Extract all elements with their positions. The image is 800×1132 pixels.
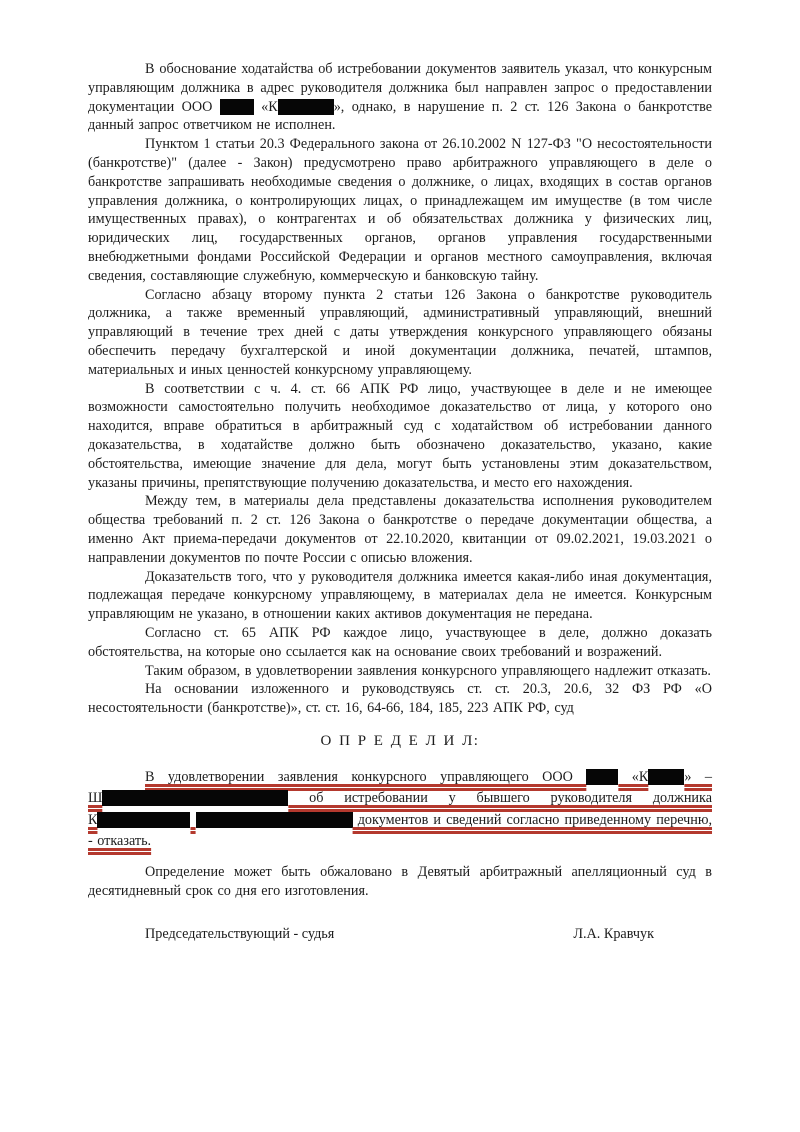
redaction-box (220, 99, 254, 115)
appeal-paragraph: Определение может быть обжаловано в Девятый арбитражный апелляционный суд в десятидневный срок со дня его изготовления. (88, 863, 712, 899)
redaction-box (196, 812, 353, 828)
paragraph: Доказательств того, что у руководителя должника имеется какая-либо иная документация, подлежащая передаче конкурсному управляющему, в материалах дела не имеется. Конкурсным управляющим не указано, в отношении каких активов документация не передана. (88, 568, 712, 623)
signature-name: Л.А. Кравчук (573, 926, 654, 943)
paragraph: В соответствии с ч. 4. ст. 66 АПК РФ лицо, участвующее в деле и не имеющее возможности самостоятельно получить необходимое доказательство от лица, у которого оно находится, вправе обратиться в арбитражный суд с ходатайством об истребовании данного доказательства, в ходатайстве должно быть обозначено доказательство, указано, какие обстоятельства, имеющие значение для дела, могут быть установлены этим доказательством, указаны причины, препятствующие получению доказательства, и место его нахождения. (88, 380, 712, 491)
paragraph: На основании изложенного и руководствуясь ст. ст. 20.3, 20.6, 32 ФЗ РФ «О несостоятельности (банкротстве)», ст. ст. 16, 64-66, 184, 185, 223 АПК РФ, суд (88, 681, 712, 717)
paragraph: Между тем, в материалы дела представлены доказательства исполнения руководителем общества требований п. 2 ст. 126 Закона о банкротстве о передаче документации общества, а именно Акт приема-передачи документов от 22.10.2020, квитанции от 09.02.2021, 19.03.2021 о направлении документов по почте России с описью вложения. (88, 493, 712, 566)
redaction-box (97, 812, 190, 828)
signature-title: Председательствующий - судья (145, 926, 335, 943)
paragraph: Пунктом 1 статьи 20.3 Федерального закона от 26.10.2002 N 127-ФЗ "О несостоятельности (банкротстве)" (далее - Закон) предусмотрено право арбитражного управляющего в деле о банкротстве запрашивать необходимые сведения о должнике, о лицах, входящих в состав органов управления должника, о контролирующих лицах, о принадлежащем им имуществе (в том числе имущественных правах), о контрагентах и об обязательствах должника у физических лиц, юридических лиц, государственных органов, органов управления государственными внебюджетными фондами Российской Федерации и органов местного самоуправления, включая сведения, составляющие служебную, коммерческую и банковскую тайну. (88, 136, 712, 284)
redaction-box (102, 790, 288, 806)
signature-row (88, 925, 712, 944)
redaction-box (278, 99, 334, 115)
paragraph: Согласно абзацу второму пункта 2 статьи 126 Закона о банкротстве руководитель должника, а также временный управляющий, административный управляющий, внешний управляющий в течение трех дней с даты утверждения конкурсного управляющего обязаны обеспечить передачу бухгалтерской и иной документации должника, печатей, штампов, материальных и иных ценностей конкурсному управляющему. (88, 286, 712, 378)
ruling-heading: О П Р Е Д Е Л И Л: (320, 732, 480, 749)
paragraph: Таким образом, в удовлетворении заявления конкурсного управляющего надлежит отказать. (145, 662, 711, 679)
document-content (88, 60, 712, 944)
paragraph: Согласно ст. 65 АПК РФ каждое лицо, участвующее в деле, должно доказать обстоятельства, на которые оно ссылается как на основание своих требований и возражений. (88, 624, 712, 660)
document-body (88, 60, 712, 718)
redaction-box (586, 769, 618, 785)
ruling-paragraph: В удовлетворении заявления конкурсного управляющего ООО «К » – Ш об истребовании у бывшего руководителя должника К документов и сведений согласно приведенному перечню, - отказать. (88, 768, 713, 850)
redaction-box (648, 769, 684, 785)
paragraph: В обоснование ходатайства об истребовании документов заявитель указал, что конкурсным управляющим должника в адрес руководителя должника был направлен запрос о предоставлении документации ООО «К », однако, в нарушение п. 2 ст. 126 Закона о банкротстве данный запрос ответчиком не исполнен. (88, 61, 713, 134)
